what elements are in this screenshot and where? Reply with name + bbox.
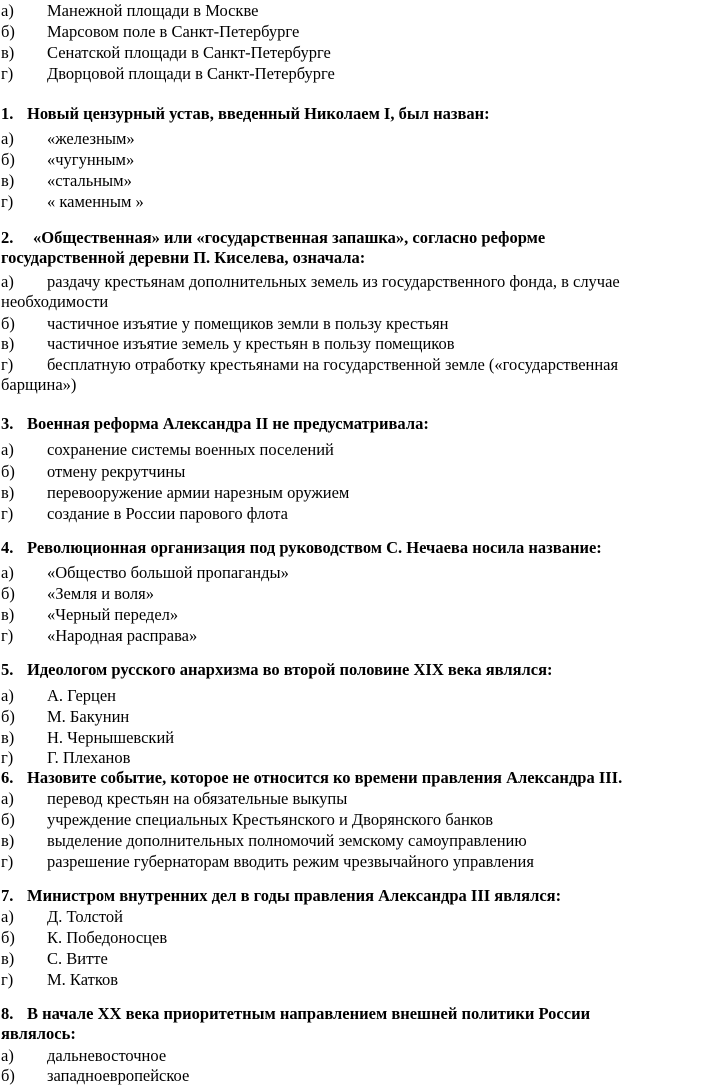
question-text: «Общественная» или «государственная запашка», согласно реформе (33, 228, 546, 247)
option-letter: а) (1, 907, 14, 926)
question-number: 2. (1, 228, 14, 247)
option-text: учреждение специальных Крестьянского и Дворянского банков (47, 810, 494, 829)
option-text: М. Бакунин (47, 707, 130, 726)
option-text: «Общество большой пропаганды» (47, 563, 289, 582)
option-letter: в) (1, 483, 15, 502)
option-letter: б) (1, 1066, 15, 1085)
option-text: А. Герцен (47, 686, 117, 705)
option-text: «Народная расправа» (47, 626, 198, 645)
question-text: Военная реформа Александра II не предусматривала: (27, 414, 429, 433)
option-letter: б) (1, 22, 15, 41)
question-text: Назовите событие, которое не относится ко времени правления Александра III. (27, 768, 623, 787)
option-text: создание в России парового флота (47, 504, 288, 523)
option-letter: в) (1, 171, 15, 190)
question-text-continuation: государственной деревни П. Киселева, означала: (1, 248, 366, 267)
option-text-continuation: необходимости (1, 292, 109, 311)
option-text: частичное изъятие земель у крестьян в пользу помещиков (47, 334, 455, 353)
option-letter: в) (1, 831, 15, 850)
option-letter: а) (1, 440, 14, 459)
option-text: « каменным » (47, 192, 144, 211)
option-letter: а) (1, 686, 14, 705)
option-letter: в) (1, 728, 15, 747)
option-letter: б) (1, 150, 15, 169)
option-letter: г) (1, 748, 14, 767)
option-text: Д. Толстой (47, 907, 124, 926)
option-text: сохранение системы военных поселений (47, 440, 334, 459)
option-text: Дворцовой площади в Санкт-Петербурге (47, 64, 335, 83)
option-text: отмену рекрутчины (47, 462, 186, 481)
option-letter: б) (1, 928, 15, 947)
option-letter: а) (1, 1, 14, 20)
question-text: Революционная организация под руководством С. Нечаева носила название: (27, 538, 602, 557)
option-text: С. Витте (47, 949, 108, 968)
question-number: 6. (1, 768, 14, 787)
option-text-continuation: барщина») (1, 375, 77, 394)
option-letter: г) (1, 192, 14, 211)
option-letter: в) (1, 949, 15, 968)
option-text: раздачу крестьянам дополнительных земель из государственного фонда, в случае (47, 272, 620, 291)
question-number: 1. (1, 104, 14, 123)
option-text: «Черный передел» (47, 605, 179, 624)
question-number: 8. (1, 1004, 14, 1023)
option-letter: б) (1, 314, 15, 333)
option-letter: а) (1, 563, 14, 582)
option-letter: г) (1, 970, 14, 989)
option-letter: г) (1, 852, 14, 871)
option-letter: а) (1, 1046, 14, 1065)
option-text: М. Катков (47, 970, 119, 989)
option-text: Манежной площади в Москве (47, 1, 259, 20)
option-text: разрешение губернаторам вводить режим чрезвычайного управления (47, 852, 534, 871)
option-text: бесплатную отработку крестьянами на государственной земле («государственная (47, 355, 619, 374)
question-number: 4. (1, 538, 14, 557)
option-text: «стальным» (47, 171, 132, 190)
question-text: Министром внутренних дел в годы правления Александра III являлся: (27, 886, 562, 905)
option-text: Марсовом поле в Санкт-Петербурге (47, 22, 300, 41)
option-letter: а) (1, 129, 14, 148)
option-text: частичное изъятие у помещиков земли в пользу крестьян (47, 314, 449, 333)
option-letter: а) (1, 789, 14, 808)
option-text: перевооружение армии нарезным оружием (47, 483, 350, 502)
question-text: В начале XX века приоритетным направлением внешней политики России (27, 1004, 591, 1023)
option-letter: г) (1, 504, 14, 523)
option-letter: б) (1, 707, 15, 726)
question-number: 3. (1, 414, 14, 433)
question-text-continuation: являлось: (1, 1024, 76, 1043)
option-text: «чугунным» (47, 150, 135, 169)
option-text: К. Победоносцев (47, 928, 168, 947)
option-text: Г. Плеханов (47, 748, 131, 767)
option-text: западноевропейское (47, 1066, 190, 1085)
option-text: дальневосточное (47, 1046, 167, 1065)
option-letter: в) (1, 43, 15, 62)
option-text: выделение дополнительных полномочий земскому самоуправлению (47, 831, 527, 850)
question-number: 5. (1, 660, 14, 679)
option-letter: в) (1, 605, 15, 624)
option-letter: г) (1, 626, 14, 645)
option-letter: г) (1, 355, 14, 374)
option-letter: б) (1, 584, 15, 603)
question-number: 7. (1, 886, 14, 905)
option-letter: в) (1, 334, 15, 353)
option-letter: б) (1, 810, 15, 829)
option-text: Сенатской площади в Санкт-Петербурге (47, 43, 331, 62)
option-letter: б) (1, 462, 15, 481)
option-text: перевод крестьян на обязательные выкупы (47, 789, 348, 808)
option-text: «железным» (47, 129, 135, 148)
option-text: Н. Чернышевский (47, 728, 175, 747)
option-letter: г) (1, 64, 14, 83)
option-text: «Земля и воля» (47, 584, 154, 603)
option-letter: а) (1, 272, 14, 291)
question-text: Новый цензурный устав, введенный Николаем I, был назван: (27, 104, 490, 123)
question-text: Идеологом русского анархизма во второй половине XIX века являлся: (27, 660, 553, 679)
